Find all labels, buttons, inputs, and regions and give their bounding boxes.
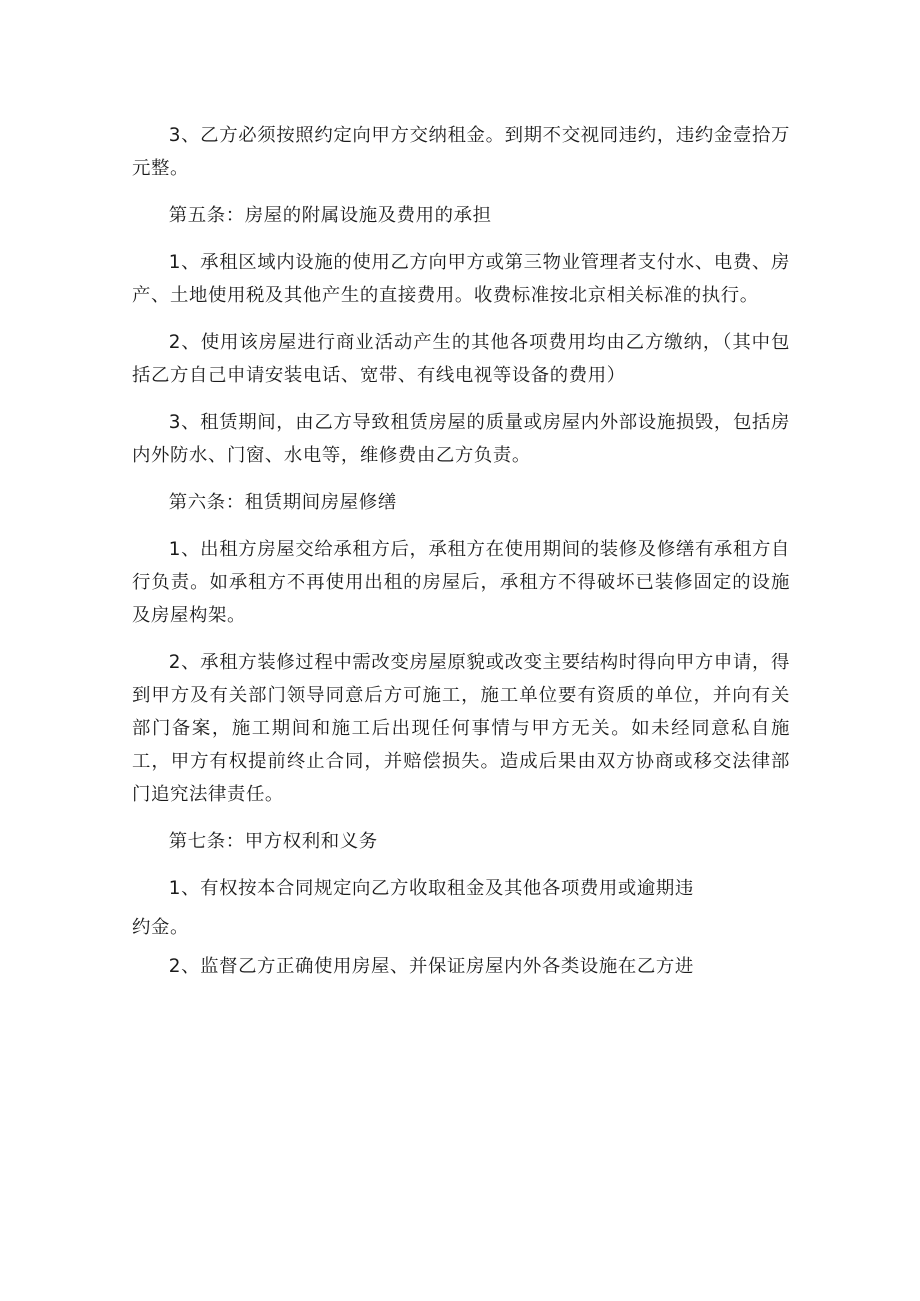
clause-4-item-3: 3、乙方必须按照约定向甲方交纳租金。到期不交视同违约，违约金壹拾万元整。	[132, 125, 790, 179]
clause-5-item-3: 3、租赁期间，由乙方导致租赁房屋的质量或房屋内外部设施损毁，包括房内外防水、门窗、水电等，维修费由乙方负责。	[132, 412, 790, 466]
clause-7-item-2-line-1: 2、监督乙方正确使用房屋、并保证房屋内外各类设施在乙方进	[168, 956, 694, 977]
clause-5-item-1: 1、承租区域内设施的使用乙方向甲方或第三物业管理者支付水、电费、房产、土地使用税及其他产生的直接费用。收费标准按北京相关标准的执行。	[132, 252, 790, 306]
clause-7-item-1-line-1: 1、有权按本合同规定向乙方收取租金及其他各项费用或逾期违	[168, 878, 694, 899]
clause-7-item-1-line-2: 约金。	[132, 917, 189, 938]
clause-6-item-1: 1、出租方房屋交给承租方后，承租方在使用期间的装修及修缮有承租方自行负责。如承租方不再使用出租的房屋后，承租方不得破坏已装修固定的设施及房屋构架。	[132, 539, 790, 626]
document-body	[132, 119, 790, 989]
clause-5-item-2: 2、使用该房屋进行商业活动产生的其他各项费用均由乙方缴纳，（其中包括乙方自己申请安装电话、宽带、有线电视等设备的费用）	[132, 332, 790, 386]
clause-6-item-2: 2、承租方装修过程中需改变房屋原貌或改变主要结构时得向甲方申请，得到甲方及有关部门领导同意后方可施工，施工单位要有资质的单位，并向有关部门备案，施工期间和施工后出现任何事情与甲方无关。如未经同意私自施工，甲方有权提前终止合同，并赔偿损失。造成后果由双方协商或移交法律部门追究法律责任。	[132, 652, 790, 805]
article-5-heading: 第五条：房屋的附属设施及费用的承担	[168, 205, 492, 226]
article-7-heading: 第七条：甲方权利和义务	[168, 831, 378, 852]
article-6-heading: 第六条：租赁期间房屋修缮	[168, 492, 397, 513]
